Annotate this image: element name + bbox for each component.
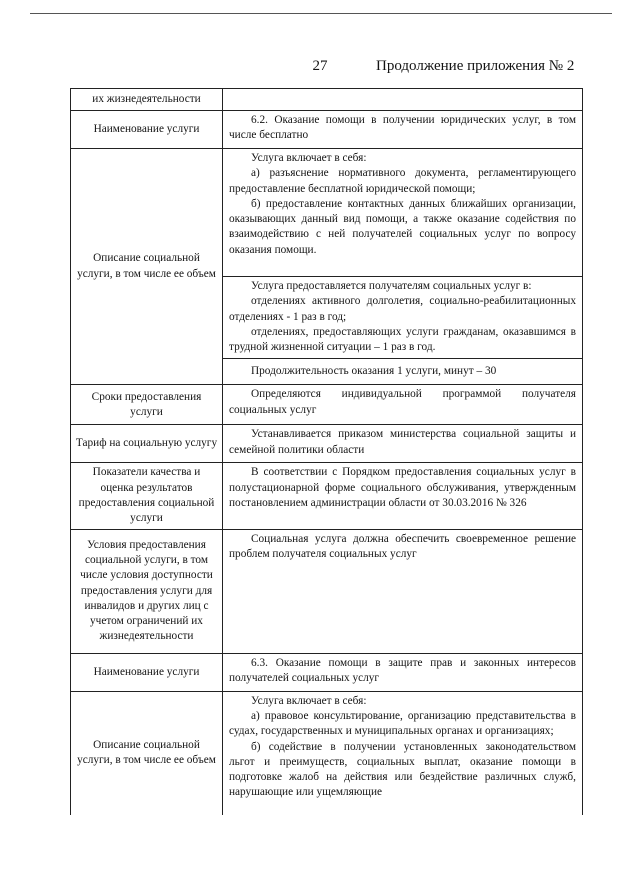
- description-intro: Услуга включает в себя:: [251, 694, 367, 707]
- recipients-item-2: отделениях, предоставляющих услуги гражданам, оказавшимся в трудной жизненной ситуации – 1 раз в год.: [229, 325, 576, 354]
- recipients-intro: Услуга предоставляется получателям социальных услуг в:: [251, 280, 532, 292]
- table-row: [71, 425, 583, 463]
- continuation-label: их жизнедеятельности: [71, 89, 223, 111]
- table-row: [71, 111, 583, 149]
- table-row: [71, 385, 583, 425]
- table-row: [71, 529, 583, 653]
- service-6-2-description-cell: [223, 149, 583, 277]
- running-header: Продолжение приложения № 2: [376, 58, 575, 74]
- service-6-3-description-cell: [223, 691, 583, 815]
- description-item-a: а) разъяснение нормативного документа, регламентирующего предоставление бесплатной юридической помощи;: [229, 167, 576, 195]
- table-row: [71, 653, 583, 691]
- service-6-2-duration: Продолжительность оказания 1 услуги, минут – 30: [223, 359, 583, 385]
- service-6-3-description-label: Описание социальной услуги, в том числе ее объем: [71, 691, 223, 815]
- continuation-value: [223, 89, 583, 111]
- recipients-item-1: отделениях активного долголетия, социально-реабилитационных отделениях - 1 раз в год;: [229, 295, 576, 323]
- service-6-3-name-value: 6.3. Оказание помощи в защите прав и законных интересов получателей социальных услуг: [223, 653, 583, 691]
- service-6-2-recipients-cell: [223, 277, 583, 359]
- service-6-2-name-label: Наименование услуги: [71, 111, 223, 149]
- table-row: [71, 691, 583, 815]
- service-6-2-conditions-label: Условия предоставления социальной услуги, в том числе условия доступности предоставления услуги для инвалидов и других лиц с учетом ограничений их жизнедеятельности: [71, 529, 223, 653]
- table-row: [71, 149, 583, 277]
- service-6-2-terms-label: Сроки предоставления услуги: [71, 385, 223, 425]
- description-intro: Услуга включает в себя:: [251, 152, 367, 164]
- service-6-2-tariff-label: Тариф на социальную услугу: [71, 425, 223, 463]
- service-6-2-description-label: Описание социальной услуги, в том числе ее объем: [71, 149, 223, 385]
- description-item-a: а) правовое консультирование, организацию представительства в судах, государственных и муниципальных органах и организациях;: [229, 709, 576, 738]
- service-6-2-quality-value: В соответствии с Порядком предоставления социальных услуг в полустационарной форме социального обслуживания, утвержденным постановлением администрации области от 30.03.2016 № 326: [223, 463, 583, 529]
- table-row: [71, 89, 583, 111]
- service-6-2-quality-label: Показатели качества и оценка результатов предоставления социальной услуги: [71, 463, 223, 529]
- top-rule: [30, 13, 612, 14]
- service-6-3-name-label: Наименование услуги: [71, 653, 223, 691]
- service-6-2-name-value: 6.2. Оказание помощи в получении юридических услуг, в том числе бесплатно: [223, 111, 583, 149]
- service-6-2-terms-value: Определяются индивидуальной программой получателя социальных услуг: [223, 385, 583, 425]
- service-6-2-tariff-value: Устанавливается приказом министерства социальной защиты и семейной политики области: [223, 425, 583, 463]
- table-row: [71, 463, 583, 529]
- description-item-b: б) предоставление контактных данных ближайших организации, оказывающих данный вид помощи, а также оказание содействия по взаимодействию с ней получателей социальных услуг по вопросу оказания помощи.: [229, 197, 576, 256]
- services-table: [70, 88, 583, 815]
- page-number: 27: [312, 58, 328, 74]
- service-6-2-conditions-value: Социальная услуга должна обеспечить своевременное решение проблем получателя социальных услуг: [223, 529, 583, 653]
- description-item-b: б) содействие в получении установленных законодательством льгот и преимуществ, социальных выплат, оказание помощи в подготовке жалоб на действия или бездействие различных служб, нарушающие или ущемляющие: [229, 740, 576, 799]
